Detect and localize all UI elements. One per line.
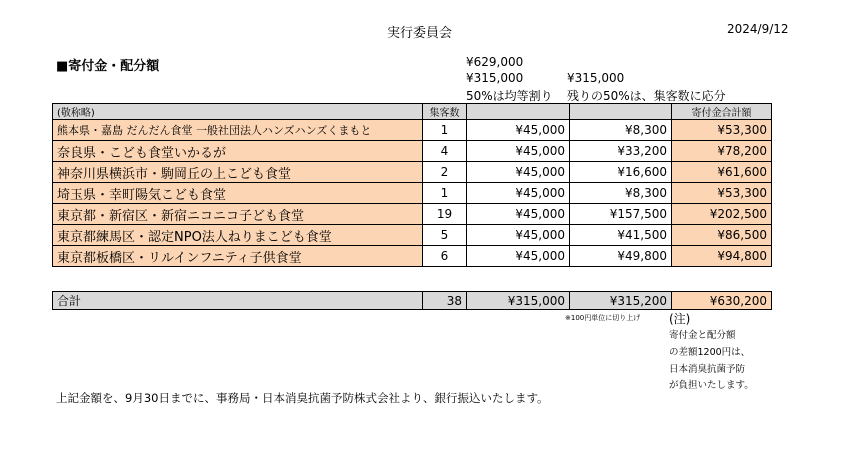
row-proportional: ¥157,500: [570, 204, 672, 225]
row-total: ¥61,600: [672, 162, 772, 183]
header-proportional: [570, 104, 672, 120]
row-visitors: 1: [423, 183, 467, 204]
row-proportional: ¥33,200: [570, 141, 672, 162]
summary-half-visitors: ¥315,000: [567, 71, 625, 85]
table-row: [53, 246, 772, 267]
row-name: 熊本県・嘉島 だんだん食堂 一般社団法人ハンズハンズくまもと: [53, 120, 423, 141]
rounding-footnote: ※100円単位に切り上げ: [565, 314, 641, 322]
row-equal: ¥45,000: [467, 204, 570, 225]
row-proportional: ¥8,300: [570, 183, 672, 204]
note-line: 日本消臭抗菌予防: [669, 364, 746, 375]
row-name: 埼玉県・幸町陽気こども食堂: [53, 183, 423, 204]
table-row: [53, 183, 772, 204]
totals-proportional: ¥315,200: [570, 292, 672, 310]
totals-visitors: 38: [423, 292, 467, 310]
section-title: ■寄付金・配分額: [56, 59, 160, 74]
summary-half-equal: ¥315,000: [466, 71, 524, 85]
row-name: 神奈川県横浜市・駒岡丘の上こども食堂: [53, 162, 423, 183]
row-visitors: 2: [423, 162, 467, 183]
document-title: 実行委員会: [387, 26, 453, 41]
row-total: ¥78,200: [672, 141, 772, 162]
table-row: [53, 141, 772, 162]
row-equal: ¥45,000: [467, 120, 570, 141]
totals-total: ¥630,200: [672, 292, 772, 310]
row-name: 東京都練馬区・認定NPO法人ねりまこども食堂: [53, 225, 423, 246]
row-visitors: 1: [423, 120, 467, 141]
note-line: が負担いたします。: [669, 380, 754, 391]
table-row: [53, 120, 772, 141]
note-line: の差額1200円は、: [669, 347, 751, 358]
totals-row: [53, 292, 772, 310]
document-date: 2024/9/12: [727, 22, 789, 36]
row-name: 東京都板橋区・リルインフニティ子供食堂: [53, 246, 423, 267]
row-equal: ¥45,000: [467, 162, 570, 183]
totals-label: 合計: [53, 292, 423, 310]
header-equal: [467, 104, 570, 120]
row-equal: ¥45,000: [467, 246, 570, 267]
header-visitors: 集客数: [423, 104, 467, 120]
header-name: (敬称略): [53, 104, 423, 120]
payment-notice: 上記金額を、9月30日までに、事務局・日本消臭抗菌予防株式会社より、銀行振込いたします。: [56, 391, 549, 405]
row-total: ¥53,300: [672, 120, 772, 141]
totals-equal: ¥315,000: [467, 292, 570, 310]
row-visitors: 6: [423, 246, 467, 267]
row-name: 奈良県・こども食堂いかるが: [53, 141, 423, 162]
row-proportional: ¥41,500: [570, 225, 672, 246]
note-heading: (注): [669, 312, 691, 326]
row-proportional: ¥8,300: [570, 120, 672, 141]
distribution-table: [52, 103, 772, 267]
table-row: [53, 225, 772, 246]
summary-equal-note: 50%は均等割り: [466, 89, 553, 103]
note-line: 寄付金と配分額: [669, 330, 736, 341]
row-visitors: 4: [423, 141, 467, 162]
row-total: ¥202,500: [672, 204, 772, 225]
summary-total: ¥629,000: [466, 55, 524, 69]
totals-table: [52, 291, 772, 310]
table-row: [53, 162, 772, 183]
row-total: ¥94,800: [672, 246, 772, 267]
row-equal: ¥45,000: [467, 225, 570, 246]
row-equal: ¥45,000: [467, 141, 570, 162]
row-total: ¥86,500: [672, 225, 772, 246]
row-total: ¥53,300: [672, 183, 772, 204]
row-proportional: ¥16,600: [570, 162, 672, 183]
row-equal: ¥45,000: [467, 183, 570, 204]
row-visitors: 5: [423, 225, 467, 246]
row-visitors: 19: [423, 204, 467, 225]
row-name: 東京都・新宿区・新宿ニコニコ子ども食堂: [53, 204, 423, 225]
header-total: 寄付金合計額: [672, 104, 772, 120]
table-header-row: [53, 104, 772, 120]
table-row: [53, 204, 772, 225]
summary-visitors-note: 残りの50%は、集客数に応分: [567, 89, 726, 103]
row-proportional: ¥49,800: [570, 246, 672, 267]
